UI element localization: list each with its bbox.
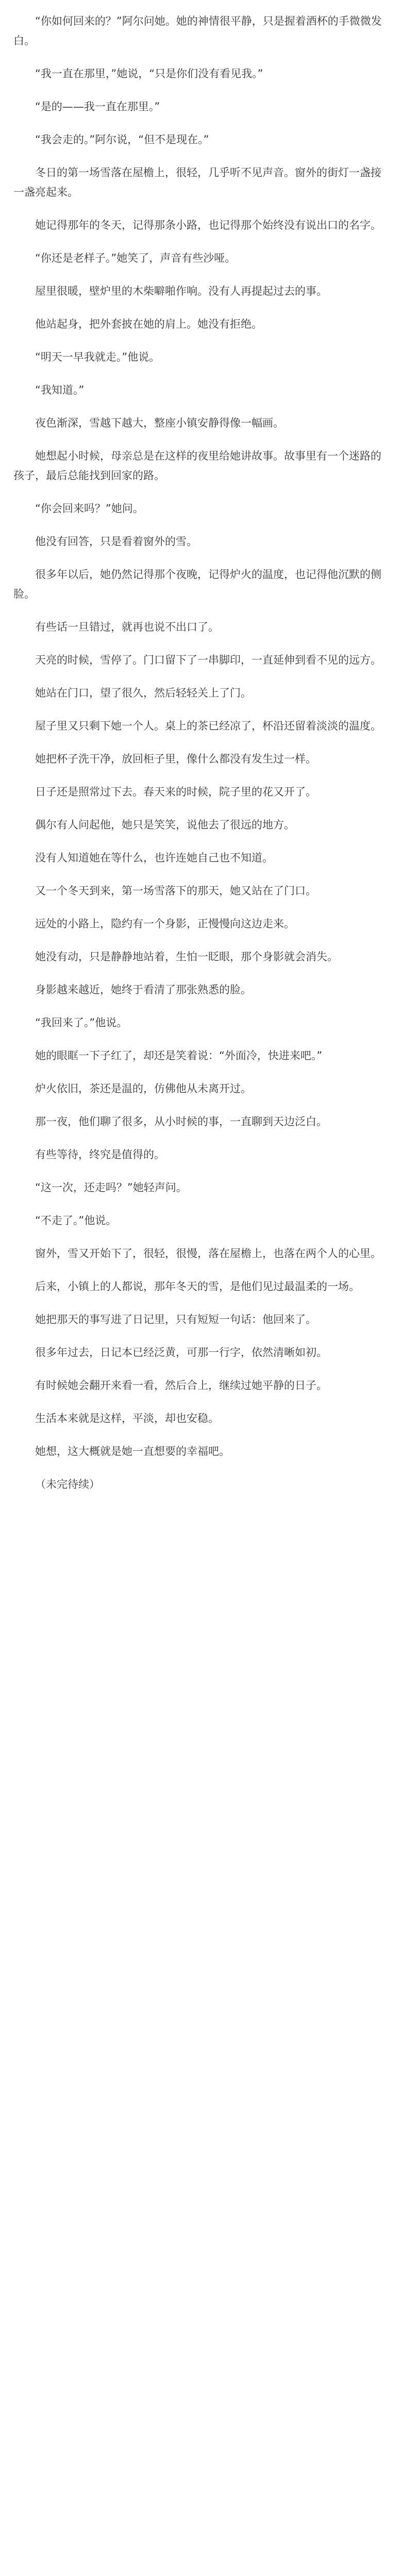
paragraph: “我会走的。”阿尔说，“但不是现在。” bbox=[35, 133, 209, 146]
paragraph: “你还是老样子。”她笑了，声音有些沙哑。 bbox=[35, 252, 236, 264]
paragraph: “我一直在那里，”她说，“只是你们没有看见我。” bbox=[35, 67, 263, 80]
paragraph: 屋里很暖，壁炉里的木柴噼啪作响。没有人再提起过去的事。 bbox=[35, 285, 327, 297]
paragraph: “明天一早我就走。”他说。 bbox=[35, 351, 160, 363]
paragraph: 炉火依旧，茶还是温的，仿佛他从未离开过。 bbox=[35, 1082, 252, 1095]
paragraph: 那一夜，他们聊了很多，从小时候的事，一直聊到天边泛白。 bbox=[35, 1115, 327, 1128]
paragraph: 她想起小时候，母亲总是在这样的夜里给她讲故事。故事里有一个迷路的孩子，最后总能找到回家的路。 bbox=[13, 450, 381, 482]
paragraph: 很多年过去，日记本已经泛黄，可那一行字，依然清晰如初。 bbox=[35, 1346, 327, 1359]
paragraph: “这一次，还走吗？”她轻声问。 bbox=[35, 1181, 187, 1194]
paragraph: 她想，这大概就是她一直想要的幸福吧。 bbox=[35, 1445, 230, 1458]
paragraph: 又一个冬天到来，第一场雪落下的那天，她又站在了门口。 bbox=[35, 885, 316, 897]
paragraph: “我知道。” bbox=[35, 384, 85, 396]
paragraph: 很多年以后，她仍然记得那个夜晚，记得炉火的温度，也记得他沉默的侧脸。 bbox=[13, 568, 381, 600]
paragraph: 有些等待，终究是值得的。 bbox=[35, 1148, 165, 1161]
paragraph: “是的——我一直在那里。” bbox=[35, 100, 160, 113]
paragraph: 天亮的时候，雪停了。门口留下了一串脚印，一直延伸到看不见的远方。 bbox=[35, 654, 381, 666]
paragraph: 她把杯子洗干净，放回柜子里，像什么都没有发生过一样。 bbox=[35, 753, 316, 765]
paragraph: 生活本来就是这样，平淡，却也安稳。 bbox=[35, 1412, 219, 1425]
paragraph: 有时候她会翻开来看一看，然后合上，继续过她平静的日子。 bbox=[35, 1379, 327, 1392]
paragraph: 远处的小路上，隐约有一个身影，正慢慢向这边走来。 bbox=[35, 918, 295, 930]
paragraph: 她的眼眶一下子红了，却还是笑着说：“外面冷，快进来吧。” bbox=[35, 1049, 323, 1062]
paragraph: 有些话一旦错过，就再也说不出口了。 bbox=[35, 621, 219, 633]
paragraph: 他站起身，把外套披在她的肩上。她没有拒绝。 bbox=[35, 318, 262, 330]
paragraph: 她记得那年的冬天，记得那条小路，也记得那个始终没有说出口的名字。 bbox=[35, 219, 381, 231]
paragraph: （未完待续） bbox=[35, 1478, 100, 1490]
paragraph: 屋子里又只剩下她一个人。桌上的茶已经凉了，杯沿还留着淡淡的温度。 bbox=[35, 720, 381, 732]
paragraph: “你会回来吗？”她问。 bbox=[35, 502, 144, 515]
paragraph: 身影越来越近，她终于看清了那张熟悉的脸。 bbox=[35, 984, 252, 996]
article-body bbox=[13, 11, 389, 1494]
paragraph: “我回来了。”他说。 bbox=[35, 1016, 128, 1029]
paragraph: 她把那天的事写进了日记里，只有短短一句话：他回来了。 bbox=[35, 1313, 316, 1326]
paragraph: 日子还是照常过下去。春天来的时候，院子里的花又开了。 bbox=[35, 786, 316, 798]
paragraph: “你如何回来的？”阿尔问她。她的神情很平静，只是握着酒杯的手微微发白。 bbox=[13, 15, 382, 47]
paragraph: 冬日的第一场雪落在屋檐上，很轻，几乎听不见声音。窗外的街灯一盏接一盏亮起来。 bbox=[13, 166, 381, 198]
paragraph: 窗外，雪又开始下了，很轻，很慢，落在屋檐上，也落在两个人的心里。 bbox=[35, 1247, 381, 1260]
paragraph: 偶尔有人问起他，她只是笑笑，说他去了很远的地方。 bbox=[35, 819, 295, 831]
paragraph: 她站在门口，望了很久，然后轻轻关上了门。 bbox=[35, 687, 252, 699]
paragraph: “不走了。”他说。 bbox=[35, 1214, 117, 1227]
paragraph: 他没有回答，只是看着窗外的雪。 bbox=[35, 535, 197, 548]
paragraph: 夜色渐深，雪越下越大，整座小镇安静得像一幅画。 bbox=[35, 417, 284, 429]
paragraph: 她没有动，只是静静地站着，生怕一眨眼，那个身影就会消失。 bbox=[35, 951, 338, 963]
paragraph: 没有人知道她在等什么，也许连她自己也不知道。 bbox=[35, 852, 273, 864]
paragraph: 后来，小镇上的人都说，那年冬天的雪，是他们见过最温柔的一场。 bbox=[35, 1280, 360, 1293]
